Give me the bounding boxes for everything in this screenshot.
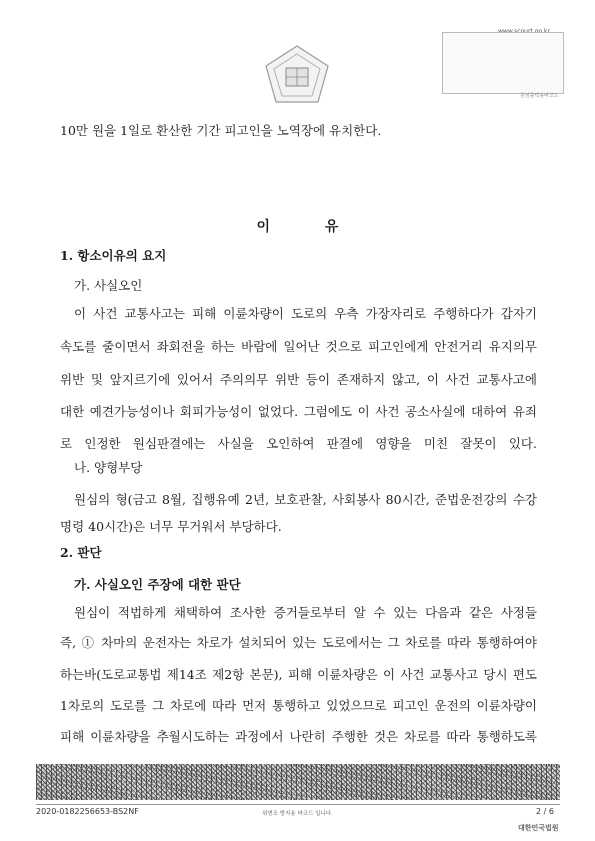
subheading-factual-error: 가. 사실오인	[74, 278, 143, 293]
section-title-reasons: 이 유	[256, 219, 339, 235]
paragraph-line: 원심의 형(금고 8월, 집행유예 2년, 보호관찰, 사회봉사 80시간, 준법운전강의 수강	[74, 492, 537, 507]
subheading-sentencing: 나. 양형부당	[74, 460, 143, 475]
paragraph-line: 이 사건 교통사고는 피해 이륜차량이 도로의 우측 가장자리로 주행하다가 갑자기	[74, 306, 537, 321]
paragraph-line: 피해 이륜차량을 추월시도하는 과정에서 나란히 주행한 것은 차로를 따라 통행하도록	[60, 729, 537, 744]
section-heading-appeal-grounds: 1. 항소이유의 요지	[60, 248, 167, 263]
barcode-note: 위변조 방지용 바코드 입니다.	[262, 811, 333, 817]
paragraph-line: 로 인정한 원심판결에는 사실을 오인하여 판결에 영향을 미친 잘못이 있다.	[60, 436, 537, 451]
paragraph-line: 즉, ① 차마의 운전자는 차로가 설치되어 있는 도로에서는 그 차로를 따라 통행하여야	[60, 635, 537, 650]
paragraph-line: 위반 및 앞지르기에 있어서 주의의무 위반 등이 존재하지 않고, 이 사건 교통사고에	[60, 372, 537, 387]
anti-forgery-barcode	[36, 764, 560, 800]
subheading-factual-error-judgment: 가. 사실오인 주장에 대한 판단	[74, 577, 241, 592]
court-name: 대한민국법원	[518, 824, 559, 832]
court-seal-emblem	[262, 44, 332, 104]
paragraph-line: 1차로의 도로를 그 차로에 따라 먼저 통행하고 있었으므로 피고인 운전의 이륜차량이	[60, 698, 537, 713]
page-number: 2 / 6	[536, 807, 554, 816]
document-code: 2020-0182256653-BS2NF	[36, 807, 139, 816]
verification-code-label: 원심출력용바코드	[520, 93, 559, 99]
paragraph-line: 원심이 적법하게 채택하여 조사한 증거들로부터 알 수 있는 다음과 같은 사정들	[74, 605, 537, 620]
paragraph-line: 속도를 줄이면서 좌회전을 하는 바람에 일어난 것으로 피고인에게 안전거리 유지의무	[60, 339, 537, 354]
verification-code-box	[442, 32, 564, 94]
paragraph-line: 명령 40시간)은 너무 무거워서 부당하다.	[60, 519, 282, 534]
sentence-continuation: 10만 원을 1일로 환산한 기간 피고인을 노역장에 유치한다.	[60, 123, 382, 138]
paragraph-line: 하는바(도로교통법 제14조 제2항 본문), 피해 이륜차량은 이 사건 교통사고 당시 편도	[60, 667, 537, 682]
paragraph-line: 대한 예견가능성이나 회피가능성이 없었다. 그럼에도 이 사건 공소사실에 대하여 유죄	[60, 404, 537, 419]
section-heading-judgment: 2. 판단	[60, 545, 102, 560]
footer-divider	[36, 804, 560, 805]
